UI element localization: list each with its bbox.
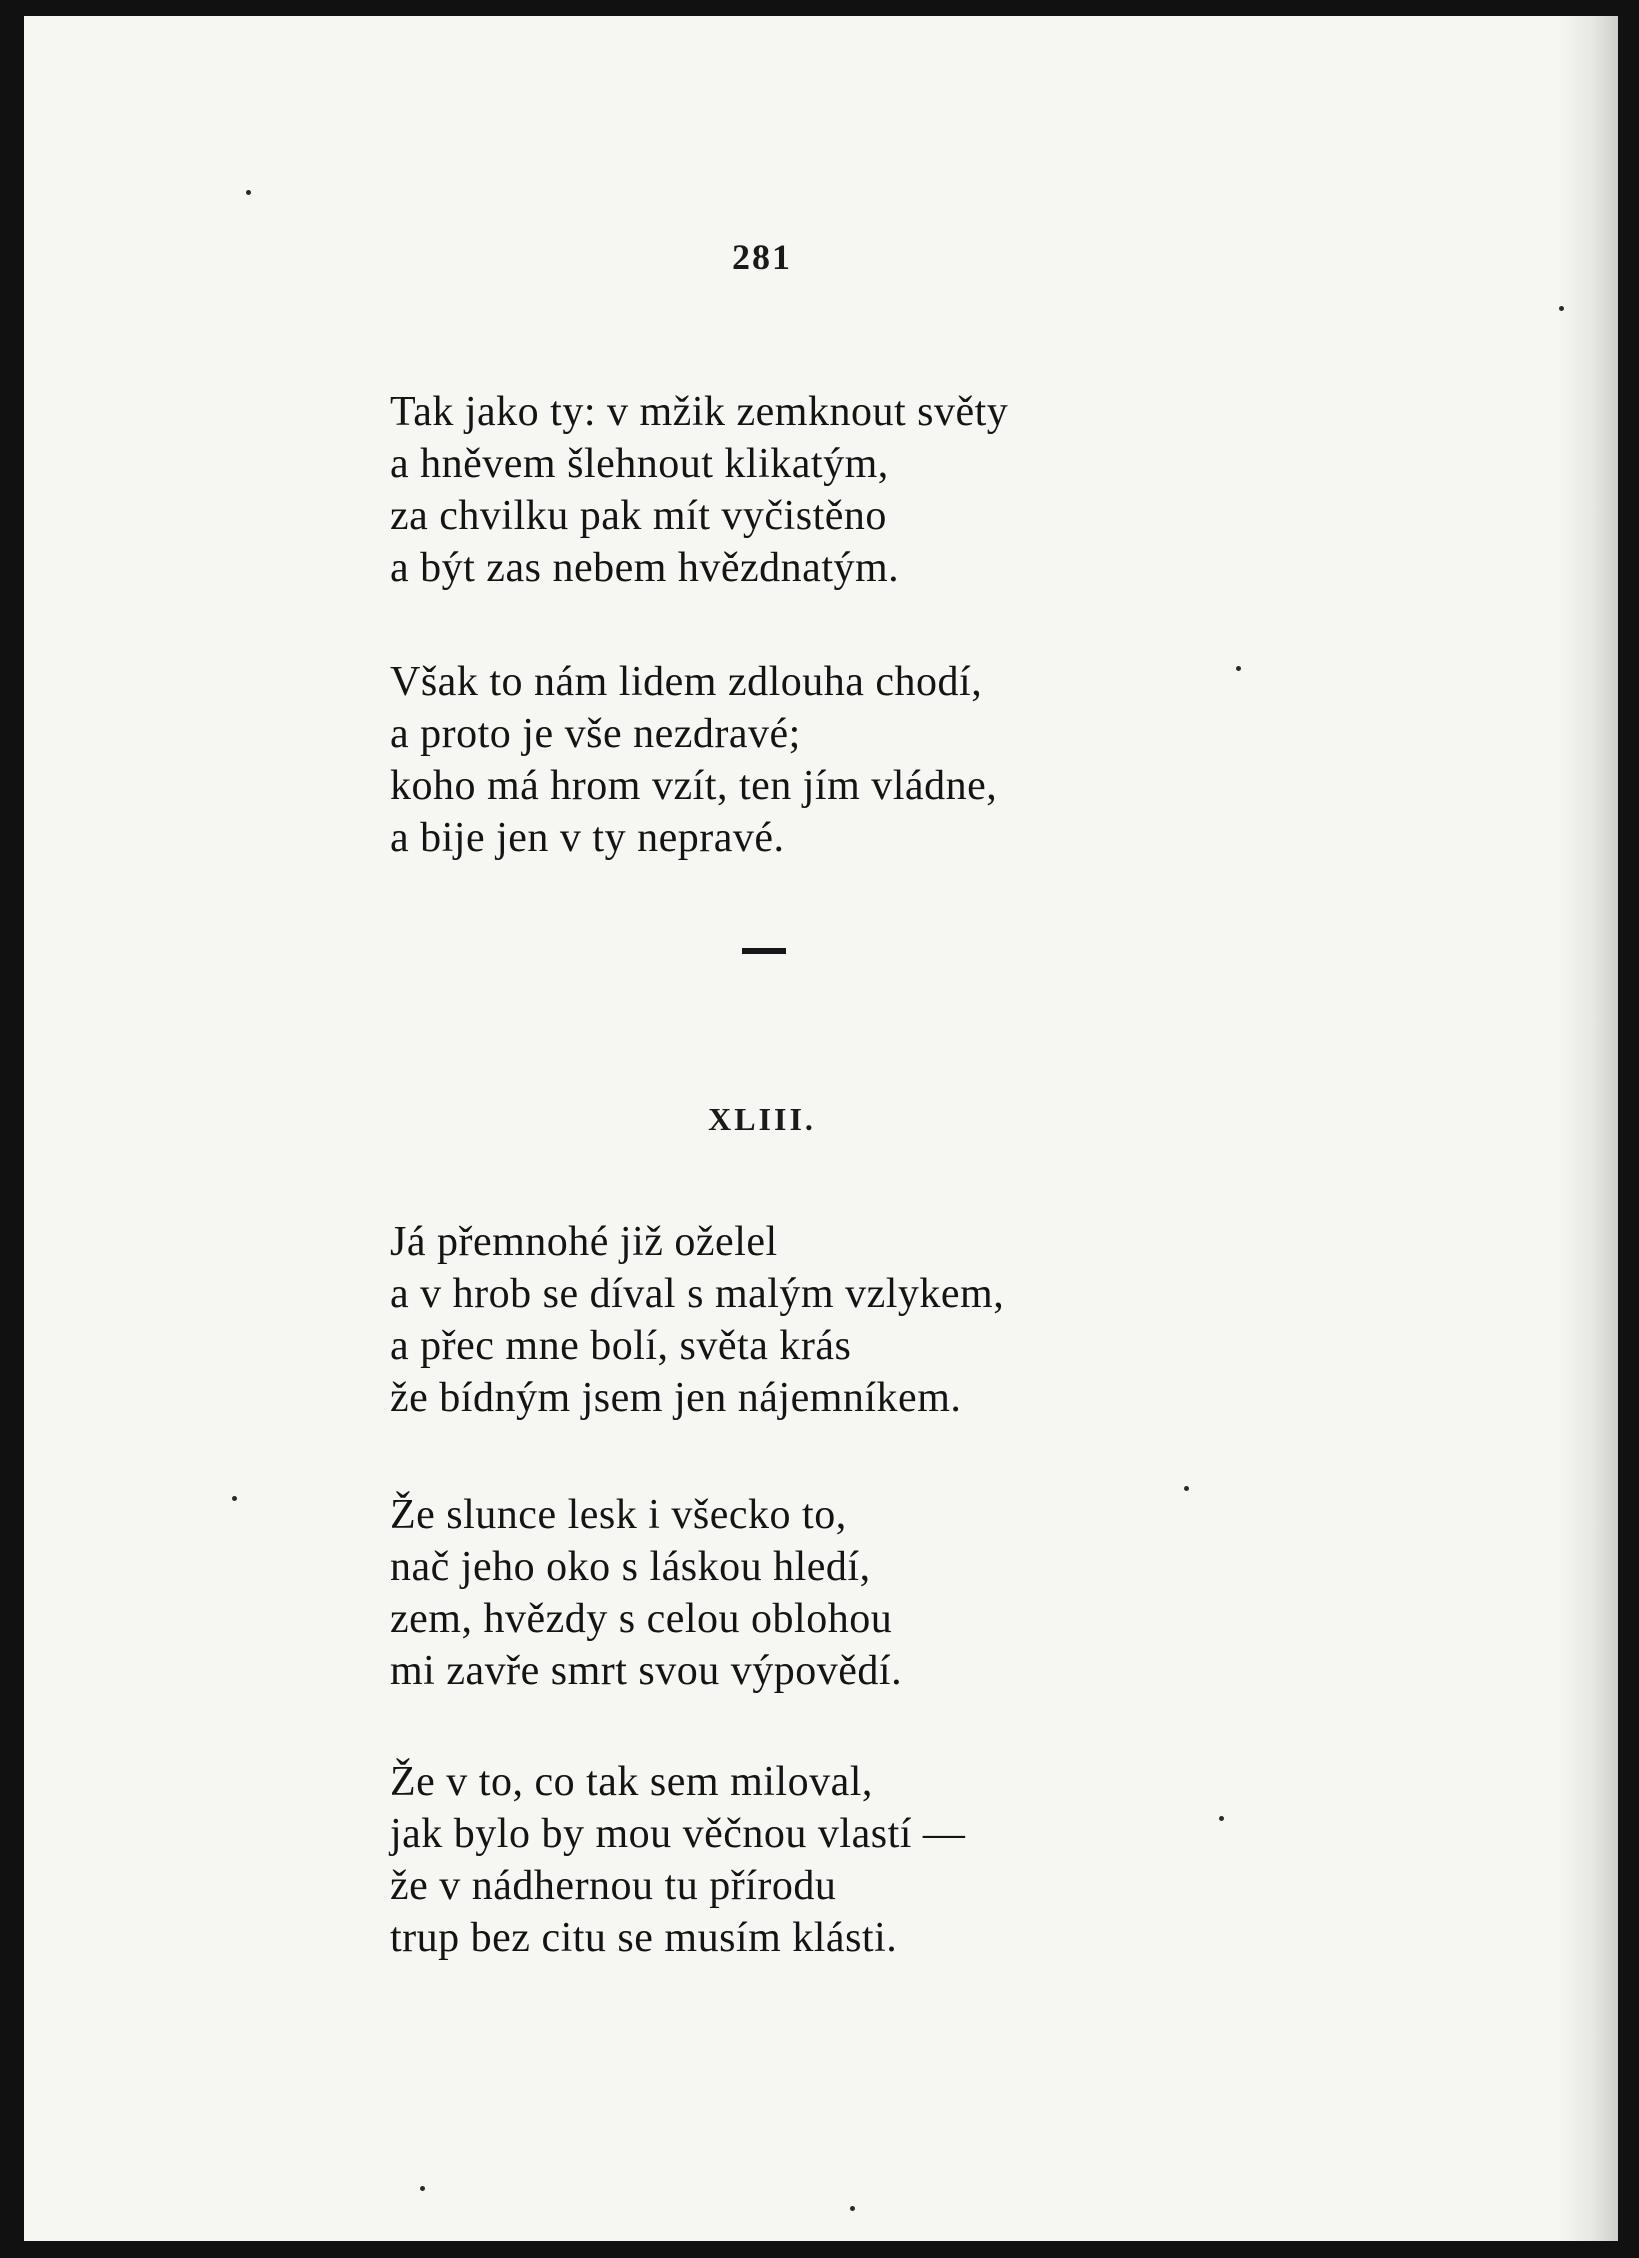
verse-line: nač jeho oko s láskou hledí, <box>390 1544 871 1590</box>
section-separator <box>742 948 786 954</box>
scan-speck <box>1184 1486 1189 1491</box>
stanza-3 <box>390 1216 1290 1424</box>
stanza-4 <box>390 1489 1290 1697</box>
scan-speck <box>420 2186 425 2191</box>
verse-line: mi zavře smrt svou výpovědí. <box>390 1648 903 1694</box>
verse-line: a bije jen v ty nepravé. <box>390 815 785 861</box>
section-heading: XLIII. <box>708 1101 816 1137</box>
verse-line: Tak jako ty: v mžik zemknout světy <box>390 389 1009 435</box>
book-page <box>24 16 1618 2241</box>
page-gutter-shadow <box>1558 16 1618 2241</box>
scan-speck <box>246 190 251 195</box>
verse-line: Že slunce lesk i všecko to, <box>390 1492 847 1538</box>
verse-line: Já přemnohé již oželel <box>390 1219 778 1265</box>
verse-line: a přec mne bolí, světa krás <box>390 1323 852 1369</box>
verse-line: a hněvem šlehnout klikatým, <box>390 441 889 487</box>
verse-line: a proto je vše nezdravé; <box>390 711 801 757</box>
scan-speck <box>232 1496 237 1501</box>
verse-line: že v nádhernou tu přírodu <box>390 1863 837 1909</box>
verse-line: a být zas nebem hvězdnatým. <box>390 545 900 591</box>
verse-line: Však to nám lidem zdlouha chodí, <box>390 659 983 705</box>
verse-line: zem, hvězdy s celou oblohou <box>390 1596 893 1642</box>
scan-speck <box>1559 306 1564 311</box>
scan-speck <box>1236 666 1241 671</box>
scan-speck <box>850 2206 855 2211</box>
stanza-1 <box>390 386 1290 594</box>
verse-line: jak bylo by mou věčnou vlastí — <box>390 1811 966 1857</box>
page-number: 281 <box>732 237 792 277</box>
verse-line: a v hrob se díval s malým vzlykem, <box>390 1271 1005 1317</box>
stanza-2 <box>390 656 1290 864</box>
scan-speck <box>1219 1816 1224 1821</box>
verse-line: za chvilku pak mít vyčistěno <box>390 493 887 539</box>
verse-line: koho má hrom vzít, ten jím vládne, <box>390 763 998 809</box>
verse-line: Že v to, co tak sem miloval, <box>390 1759 873 1805</box>
stanza-5 <box>390 1756 1290 1964</box>
verse-line: trup bez citu se musím klásti. <box>390 1915 898 1961</box>
verse-line: že bídným jsem jen nájemníkem. <box>390 1375 962 1421</box>
